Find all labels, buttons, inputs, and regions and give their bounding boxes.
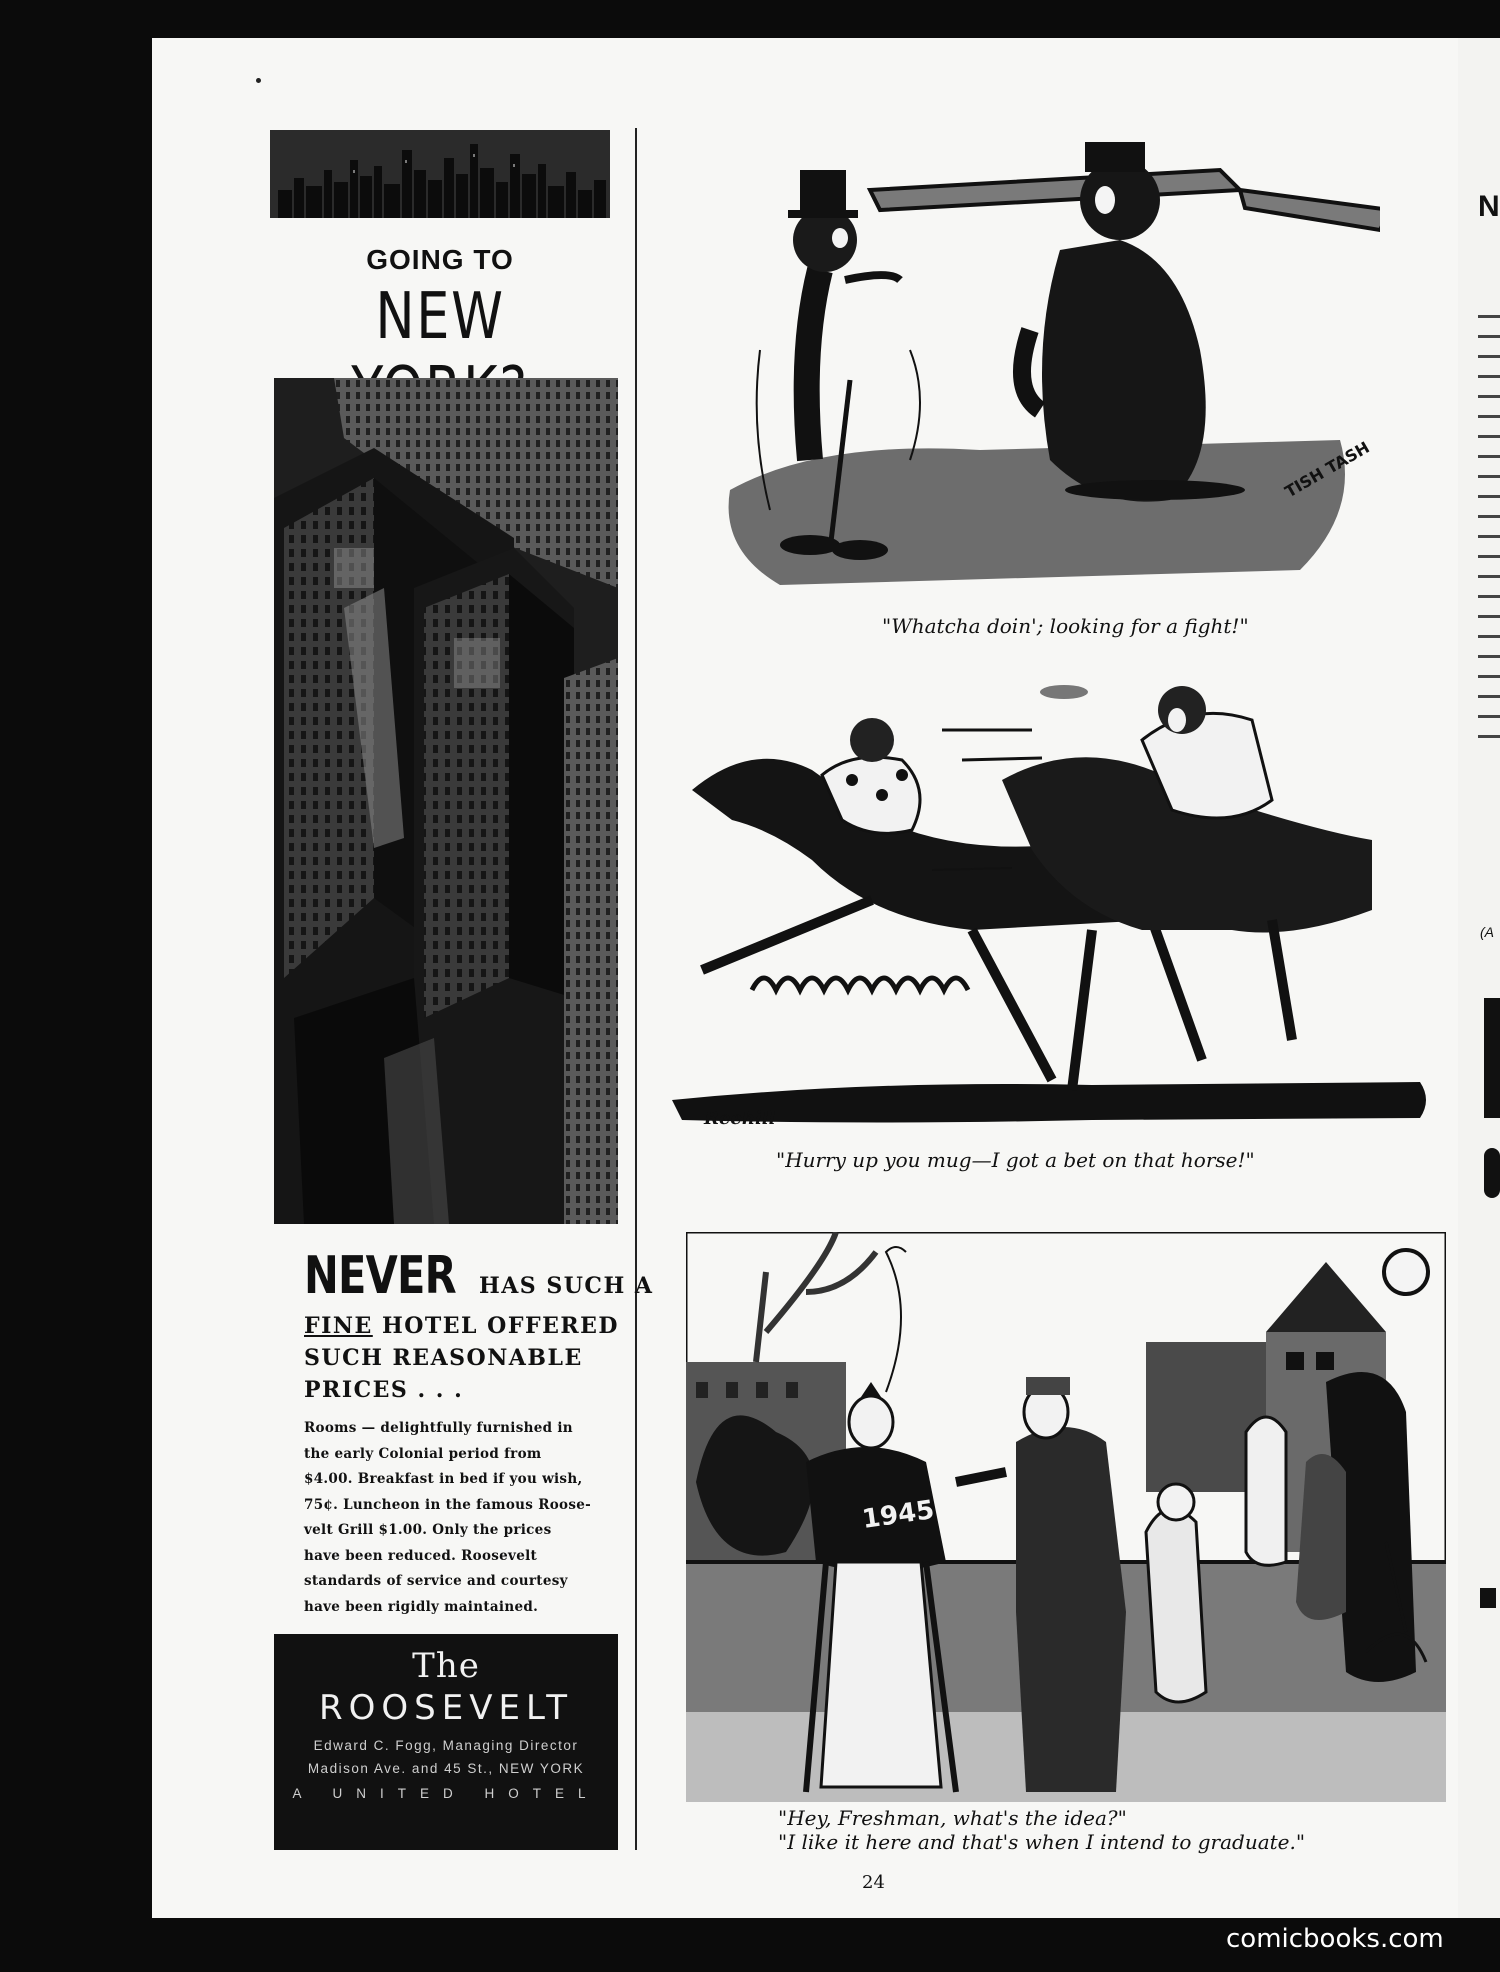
page-number: 24 (862, 1872, 885, 1893)
adjacent-page-image-fragment (1484, 1148, 1500, 1198)
cartoon-fight (700, 130, 1380, 600)
adjacent-page-letter: N (1478, 190, 1500, 223)
ad-heading-large: NEW (375, 280, 505, 354)
ad-line4: PRICES . . . (304, 1377, 464, 1403)
hotel-director: Edward C. Fogg, Managing Director (313, 1738, 579, 1753)
hotel-address: Madison Ave. and 45 St., NEW YORK (307, 1761, 585, 1776)
ad-body-line: have been reduced. Roosevelt (304, 1547, 538, 1564)
ad-fine-word: FINE (304, 1313, 373, 1339)
adjacent-page-image-fragment (1484, 998, 1500, 1118)
ad-body-line: $4.00. Breakfast in bed if you wish, (304, 1471, 583, 1487)
ad-body-line: Rooms — delightfully furnished in (304, 1420, 573, 1436)
print-speck (256, 78, 261, 83)
cartoon-signature: Reehill (704, 1108, 776, 1129)
column-divider (635, 128, 637, 1850)
cartoon-caption-line1: "Hey, Freshman, what's the idea?" (778, 1806, 1127, 1830)
adjacent-page-text-column (1478, 308, 1500, 748)
ad-line3: SUCH REASONABLE (304, 1345, 583, 1371)
adjacent-page-fragment: (A (1480, 924, 1494, 940)
hotel-the: The (412, 1646, 480, 1686)
sweater-number: 1945 (860, 1495, 937, 1535)
hotel-chain: A UNITED HOTEL (292, 1786, 600, 1801)
cartoon-caption: "Whatcha doin'; looking for a fight!" (882, 614, 1249, 638)
hotel-name-box (274, 1634, 618, 1850)
ad-line2-rest: HOTEL OFFERED (381, 1313, 619, 1339)
ad-body-line: 75¢. Luncheon in the famous Roose- (304, 1496, 592, 1513)
cartoon-horse-race (672, 680, 1432, 1140)
ad-body-line: have been rigidly maintained. (304, 1598, 539, 1615)
city-skyline-illustration (270, 130, 610, 218)
ad-body-copy (304, 1416, 624, 1620)
cartoon-signature: TISH TASH (1281, 437, 1373, 502)
ad-never-rest: HAS SUCH A (478, 1273, 654, 1299)
adjacent-page-edge (1458, 38, 1500, 1918)
roosevelt-hotel-aerial-illustration (274, 378, 618, 1224)
ad-body-line: velt Grill $1.00. Only the prices (304, 1522, 552, 1538)
ad-heading-small: GOING TO (366, 244, 514, 275)
cartoon-caption: "Hurry up you mug—I got a bet on that horse!" (776, 1148, 1255, 1172)
ad-offer-text (304, 1246, 654, 1620)
cartoon-freshman (686, 1232, 1446, 1802)
adjacent-page-image-fragment (1480, 1588, 1496, 1608)
watermark: comicbooks.com (1226, 1924, 1444, 1954)
ad-body-line: standards of service and courtesy (304, 1573, 568, 1589)
hotel-name: ROOSEVELT (319, 1688, 573, 1728)
ad-never-word: NEVER (304, 1246, 456, 1306)
cartoon-caption-line2: "I like it here and that's when I intend to graduate." (778, 1830, 1306, 1854)
ad-body-line: the early Colonial period from (304, 1445, 542, 1462)
